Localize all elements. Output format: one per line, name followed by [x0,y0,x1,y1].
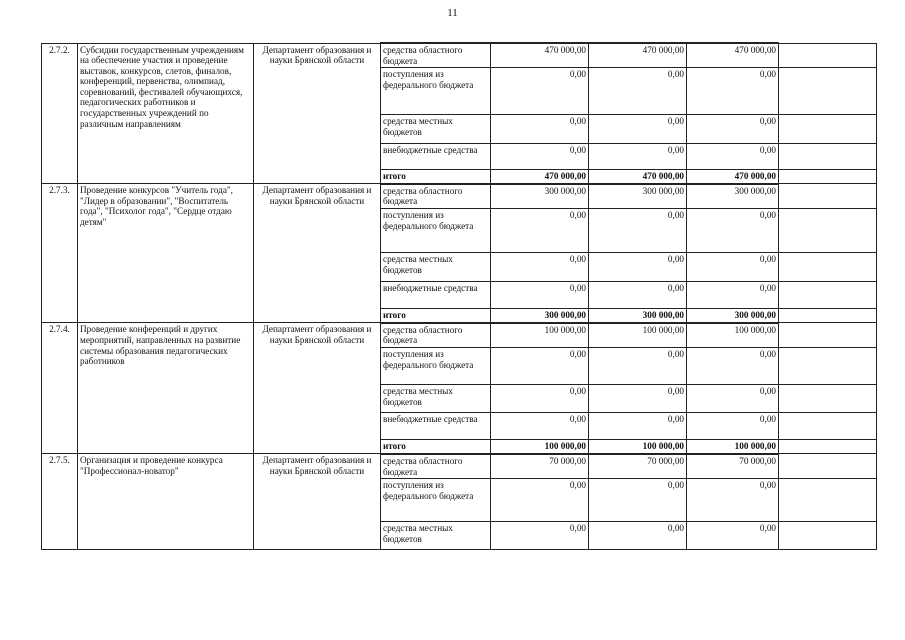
amount-cell: 100 000,00 [491,440,589,454]
amount-cell: 0,00 [687,413,779,440]
funding-source: внебюджетные средства [381,413,491,440]
funding-source: поступления из федерального бюджета [381,209,491,253]
amount-cell: 300 000,00 [589,309,687,323]
amount-cell: 0,00 [687,522,779,550]
amount-cell: 470 000,00 [687,43,779,68]
empty-cell [779,253,877,282]
empty-cell [779,309,877,323]
item-number: 2.7.2. [42,43,78,184]
amount-cell: 0,00 [589,413,687,440]
funding-source: средства местных бюджетов [381,115,491,144]
empty-cell [779,440,877,454]
amount-cell: 0,00 [491,522,589,550]
item-name: Субсидии государственным учреждениям на обеспечение участия и проведение выставок, конкурсов, слетов, финалов, конференций, первенства, олимпиад, соревнований, фестивалей обучающихся, педагогических работников и государственных учреждений по различным направлениям [78,43,254,184]
item-number: 2.7.3. [42,184,78,323]
funding-source: средства местных бюджетов [381,385,491,413]
funding-source: итого [381,440,491,454]
empty-cell [779,522,877,550]
amount-cell: 300 000,00 [687,309,779,323]
amount-cell: 0,00 [687,385,779,413]
empty-cell [779,43,877,68]
amount-cell: 70 000,00 [687,454,779,479]
funding-source: поступления из федерального бюджета [381,479,491,522]
amount-cell: 300 000,00 [687,184,779,209]
amount-cell: 0,00 [491,413,589,440]
amount-cell: 470 000,00 [687,170,779,184]
empty-cell [779,348,877,385]
responsible-department: Департамент образования и науки Брянской области [254,184,381,323]
responsible-department: Департамент образования и науки Брянской области [254,43,381,184]
funding-source: внебюджетные средства [381,144,491,170]
funding-source: средства областного бюджета [381,43,491,68]
funding-source: итого [381,309,491,323]
amount-cell: 0,00 [687,479,779,522]
amount-cell: 0,00 [589,479,687,522]
funding-source: итого [381,170,491,184]
amount-cell: 0,00 [687,68,779,115]
empty-cell [779,323,877,348]
item-name: Проведение конкурсов "Учитель года", "Лидер в образовании", "Воспитатель года", "Психолог года", "Сердце отдаю детям" [78,184,254,323]
amount-cell: 0,00 [687,348,779,385]
amount-cell: 0,00 [491,144,589,170]
empty-cell [779,479,877,522]
amount-cell: 100 000,00 [491,323,589,348]
amount-cell: 0,00 [687,253,779,282]
amount-cell: 0,00 [589,209,687,253]
amount-cell: 100 000,00 [687,323,779,348]
amount-cell: 100 000,00 [687,440,779,454]
empty-cell [779,385,877,413]
amount-cell: 0,00 [589,68,687,115]
amount-cell: 470 000,00 [589,170,687,184]
funding-source: средства областного бюджета [381,184,491,209]
item-number: 2.7.5. [42,454,78,550]
amount-cell: 300 000,00 [491,184,589,209]
funding-source: внебюджетные средства [381,282,491,309]
amount-cell: 0,00 [491,479,589,522]
funding-source: поступления из федерального бюджета [381,68,491,115]
amount-cell: 0,00 [589,282,687,309]
responsible-department: Департамент образования и науки Брянской области [254,454,381,550]
table-row [42,454,877,479]
page-number: 11 [447,7,458,19]
amount-cell: 0,00 [589,115,687,144]
amount-cell: 0,00 [491,385,589,413]
amount-cell: 0,00 [491,209,589,253]
funding-source: средства областного бюджета [381,323,491,348]
amount-cell: 0,00 [589,144,687,170]
amount-cell: 300 000,00 [589,184,687,209]
empty-cell [779,115,877,144]
empty-cell [779,209,877,253]
empty-cell [779,170,877,184]
amount-cell: 0,00 [687,282,779,309]
amount-cell: 0,00 [589,385,687,413]
amount-cell: 470 000,00 [491,170,589,184]
table-row [42,184,877,209]
amount-cell: 0,00 [491,115,589,144]
item-name: Организация и проведение конкурса "Профессионал-новатор" [78,454,254,550]
empty-cell [779,454,877,479]
item-number: 2.7.4. [42,323,78,454]
amount-cell: 470 000,00 [491,43,589,68]
amount-cell: 0,00 [687,115,779,144]
amount-cell: 0,00 [589,348,687,385]
amount-cell: 100 000,00 [589,440,687,454]
empty-cell [779,68,877,115]
funding-source: поступления из федерального бюджета [381,348,491,385]
funding-source: средства областного бюджета [381,454,491,479]
amount-cell: 0,00 [491,253,589,282]
table-row [42,43,877,68]
amount-cell: 70 000,00 [589,454,687,479]
amount-cell: 300 000,00 [491,309,589,323]
empty-cell [779,144,877,170]
amount-cell: 0,00 [491,282,589,309]
funding-table [41,42,877,550]
responsible-department: Департамент образования и науки Брянской области [254,323,381,454]
table-row [42,323,877,348]
amount-cell: 70 000,00 [491,454,589,479]
amount-cell: 100 000,00 [589,323,687,348]
amount-cell: 0,00 [687,144,779,170]
item-name: Проведение конференций и других мероприятий, направленных на развитие системы образования педагогических работников [78,323,254,454]
empty-cell [779,413,877,440]
amount-cell: 0,00 [589,253,687,282]
amount-cell: 0,00 [687,209,779,253]
amount-cell: 0,00 [491,348,589,385]
funding-source: средства местных бюджетов [381,522,491,550]
empty-cell [779,282,877,309]
funding-source: средства местных бюджетов [381,253,491,282]
amount-cell: 470 000,00 [589,43,687,68]
amount-cell: 0,00 [491,68,589,115]
empty-cell [779,184,877,209]
amount-cell: 0,00 [589,522,687,550]
table-body [42,43,877,550]
